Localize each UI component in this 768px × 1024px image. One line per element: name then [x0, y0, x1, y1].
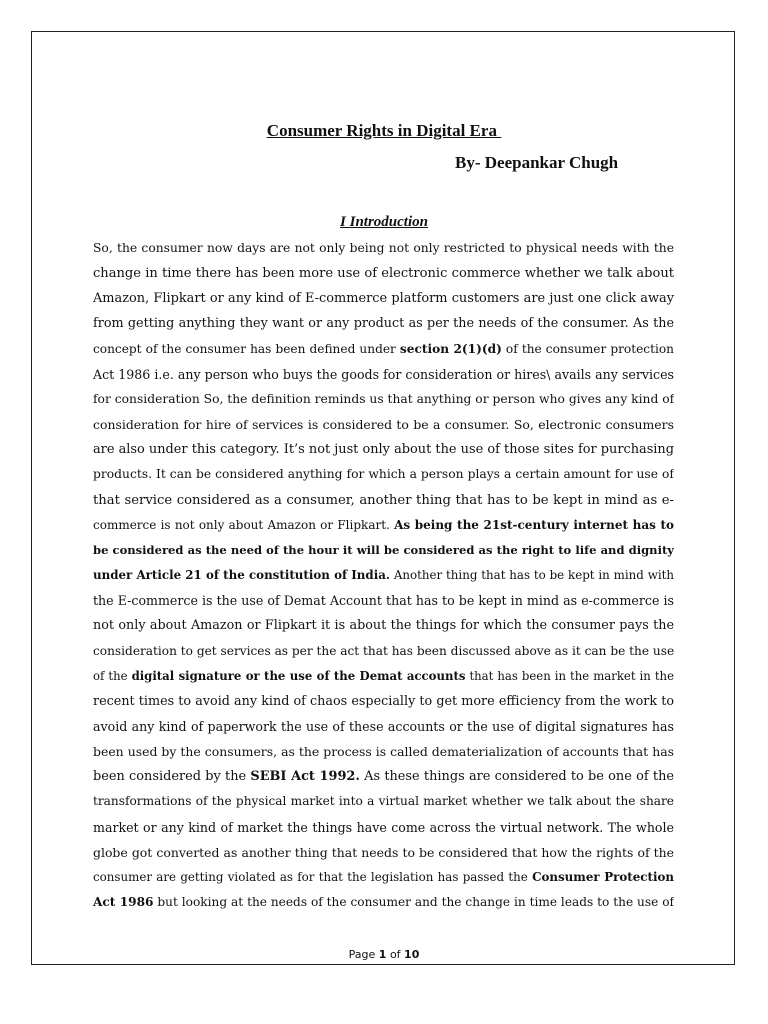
text-span: been used by the consumers, as the process is called dematerialization of accounts that has	[93, 744, 674, 760]
text-line	[93, 890, 674, 915]
text-line	[93, 387, 674, 412]
text-span: Amazon, Flipkart or any kind of E-commerce platform customers are just one click away	[93, 291, 674, 307]
page-footer	[0, 948, 768, 961]
bold-text-span: under Article 21 of the constitution of India.	[93, 568, 390, 583]
text-span: that has been in the market in the	[465, 668, 674, 683]
text-span: recent times to avoid any kind of chaos especially to get more efficiency from the work to	[93, 693, 674, 709]
bold-text-span: As being the 21st-century internet has to	[394, 517, 674, 532]
text-line	[93, 865, 674, 890]
bold-text-span: Act 1986	[93, 895, 154, 910]
text-span: not only about Amazon or Flipkart it is about the things for which the consumer pays the	[93, 618, 674, 634]
text-span: Another thing that has to be kept in mind with	[390, 568, 674, 583]
text-span: of the	[93, 668, 132, 683]
text-line	[93, 437, 674, 462]
text-span: the E-commerce is the use of Demat Account that has to be kept in mind as e-commerce is	[93, 593, 674, 609]
text-span: As these things are considered to be one of the	[359, 769, 674, 785]
text-line	[93, 664, 674, 689]
text-span: consideration to get services as per the act that has been discussed above as it can be the use	[93, 643, 674, 658]
text-line	[93, 689, 674, 714]
text-line	[93, 286, 674, 311]
text-span: been considered by the	[93, 769, 251, 785]
text-line	[93, 236, 674, 261]
text-line	[93, 412, 674, 437]
page-current: 1	[378, 948, 387, 961]
bold-text-span: Consumer Protection	[532, 869, 674, 884]
text-line	[93, 513, 674, 538]
text-span: globe got converted as another thing that needs to be considered that how the rights of the	[93, 844, 674, 860]
text-span: Act 1986 i.e. any person who buys the goods for consideration or hires\ avails any services	[93, 366, 674, 382]
text-line	[93, 311, 674, 336]
text-line	[93, 337, 674, 362]
text-span: commerce is not only about Amazon or Flipkart.	[93, 517, 395, 532]
text-line	[93, 462, 674, 487]
text-span: products. It can be considered anything for which a person plays a certain amount for use of	[93, 467, 674, 482]
page-total: 10	[404, 948, 420, 961]
text-span: consideration for hire of services is considered to be a consumer. So, electronic consumers	[93, 417, 674, 433]
text-line	[93, 613, 674, 638]
text-span: that service considered as a consumer, another thing that has to be kept in mind as e-	[93, 492, 674, 508]
text-span: consumer are getting violated as for that the legislation has passed the	[93, 869, 533, 884]
text-span: for consideration So, the definition reminds us that anything or person who gives any kind of	[93, 391, 674, 406]
bold-text-span: digital signature or the use of the Demat accounts	[131, 668, 466, 683]
text-line	[93, 538, 674, 563]
page-of: of	[389, 948, 401, 961]
text-line	[93, 764, 674, 789]
body-paragraph	[93, 236, 674, 915]
text-line	[93, 588, 674, 613]
text-line	[93, 789, 674, 814]
text-line	[93, 488, 674, 513]
bold-text-span: section 2(1)(d)	[399, 341, 502, 356]
text-span: from getting anything they want or any product as per the needs of the consumer. As the	[93, 316, 674, 332]
text-line	[93, 739, 674, 764]
text-span: So, the consumer now days are not only being not only restricted to physical needs with the	[93, 241, 674, 255]
text-line	[93, 815, 674, 840]
text-line	[93, 714, 674, 739]
text-span: change in time there has been more use of electronic commerce whether we talk about	[93, 266, 674, 282]
text-span: of the consumer protection	[501, 341, 674, 356]
section-heading: I Introduction	[340, 214, 428, 230]
text-span: concept of the consumer has been defined under	[93, 341, 400, 356]
bold-text-span: be considered as the need of the hour it will be considered as the right to life and dignity	[93, 542, 674, 557]
text-line	[93, 639, 674, 664]
text-line	[93, 362, 674, 387]
text-span: market or any kind of market the things have come across the virtual network. The whole	[93, 819, 674, 835]
document-author: By- Deepankar Chugh	[455, 153, 619, 172]
page-label: Page	[348, 948, 376, 961]
text-span: transformations of the physical market into a virtual market whether we talk about the share	[93, 794, 674, 809]
text-span: avoid any kind of paperwork the use of these accounts or the use of digital signatures has	[93, 718, 674, 734]
text-span: are also under this category. It’s not just only about the use of those sites for purchasing	[93, 442, 674, 458]
text-span: but looking at the needs of the consumer and the change in time leads to the use of	[153, 895, 674, 910]
text-line	[93, 563, 674, 588]
bold-text-span: SEBI Act 1992.	[250, 769, 360, 785]
text-line	[93, 840, 674, 865]
document-title: Consumer Rights in Digital Era	[266, 121, 502, 140]
text-line	[93, 261, 674, 286]
